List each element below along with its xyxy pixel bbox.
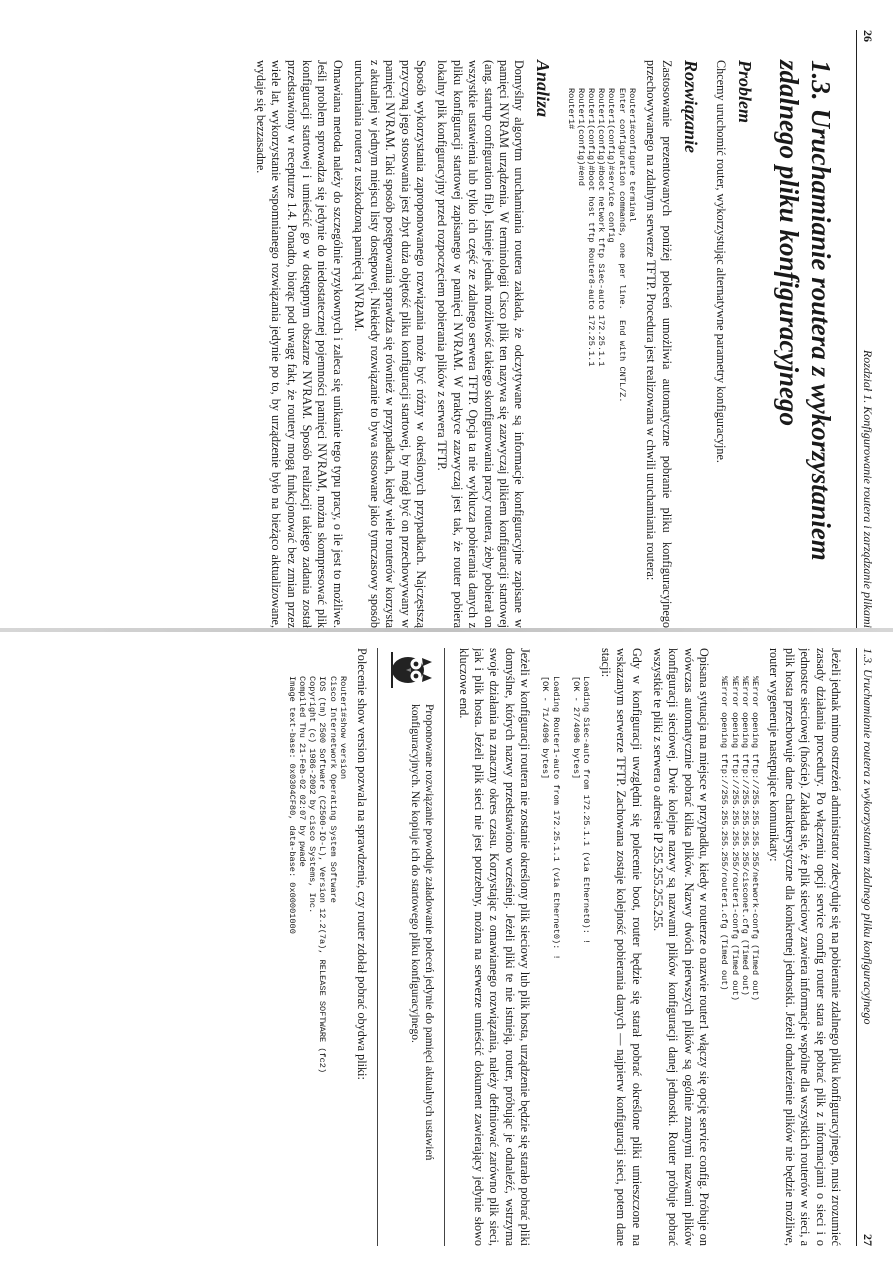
error-code-block: %Error opening tftp://255.255.255.255/network-confg (Timed out) %Error opening tftp://255.255.255.255/cisconet.cfg (Timed out) %Error opening tftp://255.255.255.255/router1-confg (Timed out) %Error opening tftp://255.255.255.255/router1.cfg (Timed out) — [719, 676, 760, 1001]
paragraph-2: Opisana sytuacja ma miejsce w przypadku, kiedy w routerze o nazwie router1 włączy się opcję service config. Próbuje on wówczas automatycznie pobrać kilka plików. Nazwy dwóch pierwszych plików są ogólnie znanymi nazwami plików konfiguracji sieciowej. Dwie kolejne nazwy są nazwami plików konfiguracji danej jednostki. Router próbuje pobrać wszystkie te pliki z serwera o adresie IP 255.255.255.255. — [650, 648, 712, 1246]
right-page — [0, 648, 893, 1246]
analysis-paragraph-1: Domyślny algorytm uruchamiania routera zakłada, że odczytywane są informacje konfiguracyjne zapisane w pamięci NVRAM urządzenia. W terminologii Cisco plik ten nazywa się zazwyczaj plikiem konfiguracji startowej (ang. startup configuration file). Istnieje jednak możliwość takiego skonfigurowania pracy routera, żeby pobierał on wszystkie ustawienia lub tylko ich część ze zdalnego serwera TFTP. Opcja ta nie wyklucza pobierania danych z pliku konfiguracji startowej zapisanego w pamięci NVRAM. W praktyce zazwyczaj jest tak, że router pobiera lokalny plik konfiguracyjny przed rozpoczęciem pobierania plików z serwera TFTP. — [435, 60, 527, 628]
section-title-text: Uruchamianie routera z wykorzystaniem zdalnego pliku konfiguracyjnego — [774, 60, 836, 561]
paragraph-3: Gdy w konfiguracji uwzględni się polecenie boot, router będzie się starał pobrać określone pliki umieszczone na wskazanym serwerze TFTP. Zachowana zostaje kolejność pobierania danych — najpierw konfiguracji sieci, potem dane stacji: — [598, 648, 644, 1246]
problem-heading: Problem — [735, 60, 755, 123]
left-page — [0, 30, 893, 628]
show-version-code: Router1#show version Cisco Internetwork Operating System Software IOS (tm) 2500 Software (C2500-IO-L), Version 12.2(7a), RELEASE SOFTWARE (fc2) Copyright (c) 1986-2002 by cisco Systems, Inc. Compiled Thu 21-Feb-02 02:07 by pwade Image text-base: 0x0304CF80, data-base: 0x00001000 — [286, 676, 348, 1074]
section-number: 1.3. — [806, 60, 836, 101]
analysis-heading: Analiza — [533, 60, 554, 118]
note-box — [388, 648, 436, 1246]
note-divider-bottom — [377, 648, 378, 1246]
solution-text: Zastosowanie prezentowanych poniżej poleceń umożliwia automatyczne pobranie pliku konfiguracyjnego przechowywanego na zdalnym serwerze TFTP. Procedura jest realizowana w chwili uruchamiania routera: — [644, 60, 674, 628]
paragraph-4: Jeżeli w konfiguracji routera nie zostanie określony plik sieciowy lub plik hosta, urządzenie będzie się starało pobrać pliki domyślne, których nazwy przedstawiono wcześniej. Jeżeli pliki te nie istnieją, router, próbując je odnaleźć, wstrzyma swoje działania na znaczny okres czasu. Korzystając z omawianego rozwiązania, należy definiować zarówno plik sieci, jak i plik hosta. Jeżeli plik sieci nie jest potrzebny, można na serwerze umieścić dokument zawierający jedynie słowo kluczowe end. — [456, 648, 533, 1246]
running-head-text: 1.3. Uruchamianie routera z wykorzystaniem zdalnego pliku konfiguracyjnego — [861, 648, 875, 1025]
page-number: 26 — [861, 30, 875, 42]
analysis-paragraph-2: Sposób wykorzystania zaproponowanego rozwiązania może być różny w określonych przypadkach. Najczęstszą przyczyną jego stosowania jest zbyt duża objętość pliku konfiguracji startowej, by mógł być on przechowywany w pamięci NVRAM. Taki sposób postępowania sprawdza się również w przypadkach, kiedy wiele routerów korzysta z aktualnej w jednym miejscu listy dostępowej. Niekiedy rozwiązanie to bywa stosowane jako tymczasowy sposób uruchamiania routera z uszkodzoną pamięcią NVRAM. — [352, 60, 428, 628]
analysis-paragraph-3: Omawiana metoda należy do szczególnie ryzykownych i zaleca się unikanie tego typu pracy, o ile jest to możliwe. Jeśli problem sprowadza się jedynie do niedostatecznej pojemności pamięci NVRAM, można skompresować plik konfiguracji startowej i umieścić go w dostępnym obszarze NVRAM. Sposób realizacji takiego zadania został przedstawiony w recepturze 1.4. Ponadto, biorąc pod uwagę fakt, że routery mogą funkcjonować bez zmian przez wiele lat, wykorzystanie wspomnianego rozwiązania jedynie po to, by urządzenie było na bieżąco aktualizowane, wydaje się bezzasadne. — [253, 60, 345, 628]
section-title — [773, 60, 837, 628]
loading-code-block: Loading Siec-auto from 172.25.1.1 (via Ethernet0): ! [OK - 27/4096 bytes] Loading Router1-auto from 172.25.1.1 (via Ethernet0): ! [OK - 71/4096 bytes] — [540, 676, 592, 960]
note-divider — [444, 648, 445, 1246]
running-head — [856, 648, 875, 1246]
problem-text: Chcemy uruchomić router, wykorzystując alternatywne parametry konfiguracyjne. — [714, 60, 728, 463]
solution-heading: Rozwiązanie — [680, 60, 701, 154]
paragraph-1: Jeżeli jednak mimo ostrzeżeń administrator zdecyduje się na pobieranie zdalnego pliku konfiguracyjnego, musi zrozumieć zasady działania procedury. Po włączeniu opcji service config router stara się pobrać plik z informacjami o sieci i o jednostce sieciowej (hoście). Zakłada się, że plik sieciowy zawiera informacje wspólne dla wszystkich routerów w sieci, a plik hosta przechowuje dane charakterystyczne dla konkretnej jednostki. Jeżeli odnalezienie plików nie będzie możliwe, router wygeneruje następujące komunikaty: — [767, 648, 843, 1246]
running-head — [856, 30, 875, 628]
owl-icon — [388, 648, 436, 692]
paragraph-5: Polecenie show version pozwala na sprawdzenie, czy router zdołał pobrać obydwa pliki: — [355, 648, 370, 1080]
note-text: Proponowane rozwiązanie powoduje załadowanie poleceń jedynie do pamięci aktualnych ustawień konfiguracyjnych. Nie kopiuje ich do startowego pliku konfiguracyjnego. — [408, 704, 436, 1161]
book-gutter — [0, 628, 893, 632]
running-head-text: Rozdział 1. Konfigurowanie routera i zarządzanie plikami — [861, 349, 875, 628]
solution-code: Router1#configure terminal Enter configuration commands, one per line. End with CNTL/Z. Router1(config)#service config Router1(config)#boot network tftp Siec-auto 172.25.1.1 Router1(config)#boot host tftp Router8-auto 172.25.1.1 Router1(config)#end Router1# — [565, 88, 637, 403]
page-number: 27 — [861, 1234, 875, 1246]
